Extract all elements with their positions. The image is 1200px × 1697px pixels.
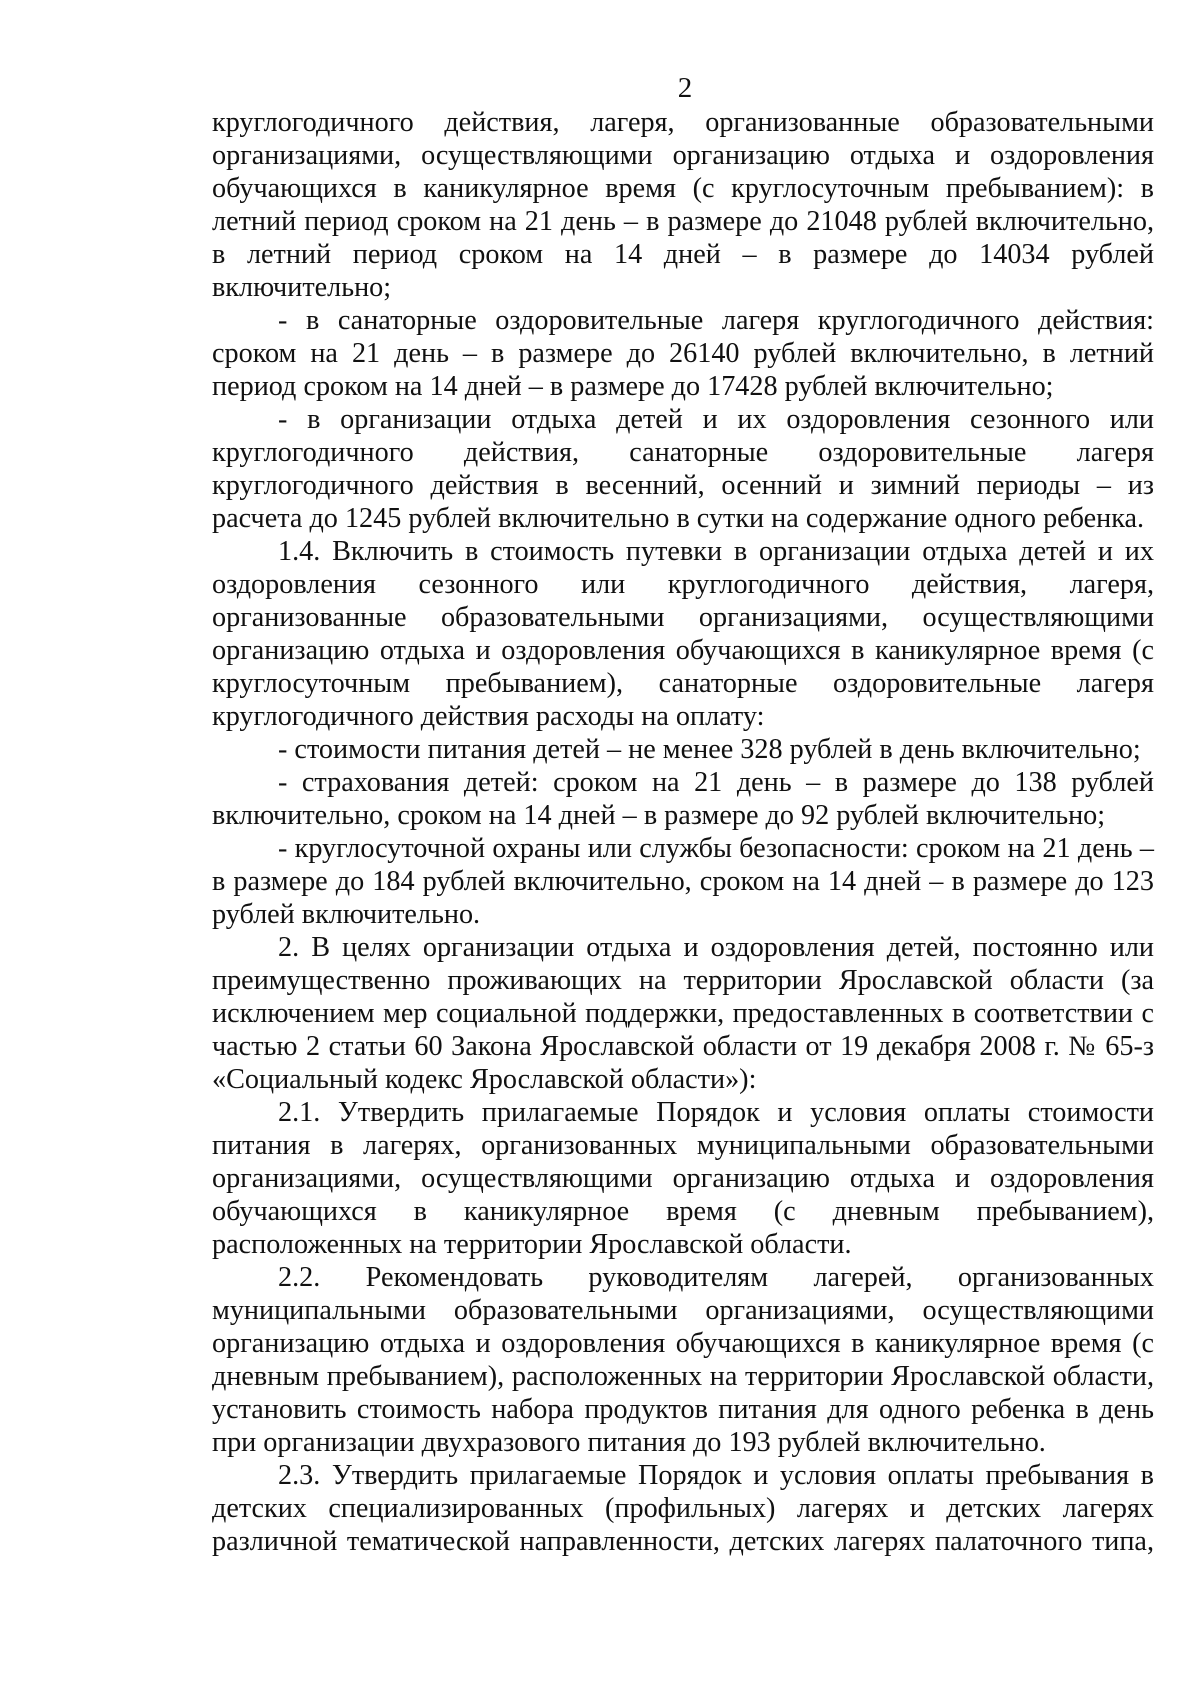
paragraph-2-organization-goals: 2. В целях организации отдыха и оздоровления детей, постоянно или преимущественно проживающих на территории Ярославской области (за исключением мер социальной поддержки, предоставленных в соответствии с частью 2 статьи 60 Закона Ярославской области от 19 декабря 2008 г. № 65-з «Социальный кодекс Ярославской области»):	[212, 932, 1154, 1095]
paragraph-seasonal-daily-rate: - в организации отдыха детей и их оздоровления сезонного или круглогодичного действия, санаторные оздоровительные лагеря круглогодичного действия в весенний, осенний и зимний периоды – из расчета до 1245 рублей включительно в сутки на содержание одного ребенка.	[212, 404, 1154, 534]
paragraph-food-cost: - стоимости питания детей – не менее 328 рублей в день включительно;	[278, 734, 1141, 765]
paragraph-2-2-recommendation: 2.2. Рекомендовать руководителям лагерей, организованных муниципальными образовательными организациями, осуществляющими организацию отдыха и оздоровления обучающихся в каникулярное время (с дневным пребыванием), расположенных на территории Ярославской области, установить стоимость набора продуктов питания для одного ребенка в день при организации двухразового питания до 193 рублей включительно.	[212, 1262, 1154, 1458]
paragraph-2-1-food-payment: 2.1. Утвердить прилагаемые Порядок и условия оплаты стоимости питания в лагерях, организованных муниципальными образовательными организациями, осуществляющими организацию отдыха и оздоровления обучающихся в каникулярное время (с дневным пребыванием), расположенных на территории Ярославской области.	[212, 1097, 1154, 1260]
paragraph-security-cost: - круглосуточной охраны или службы безопасности: сроком на 21 день – в размере до 184 рублей включительно, сроком на 14 дней – в размере до 123 рублей включительно.	[212, 833, 1154, 930]
paragraph-2-3-specialized-camps: 2.3. Утвердить прилагаемые Порядок и условия оплаты пребывания в детских специализированных (профильных) лагерях и детских лагерях различной тематической направленности, детских лагерях палаточного типа,	[212, 1460, 1154, 1557]
document-body	[212, 106, 1154, 1558]
paragraph-1-4-voucher-costs: 1.4. Включить в стоимость путевки в организации отдыха детей и их оздоровления сезонного или круглогодичного действия, лагеря, организованные образовательными организациями, осуществляющими организацию отдыха и оздоровления обучающихся в каникулярное время (с круглосуточным пребыванием), санаторные оздоровительные лагеря круглогодичного действия расходы на оплату:	[212, 536, 1154, 732]
paragraph-insurance-cost: - страхования детей: сроком на 21 день – в размере до 138 рублей включительно, сроком на 14 дней – в размере до 92 рублей включительно;	[212, 767, 1154, 831]
paragraph-camp-limits-summer: круглогодичного действия, лагеря, организованные образовательными организациями, осуществляющими организацию отдыха и оздоровления обучающихся в каникулярное время (с круглосуточным пребыванием): в летний период сроком на 21 день – в размере до 21048 рублей включительно, в летний период сроком на 14 дней – в размере до 14034 рублей включительно;	[212, 107, 1154, 303]
paragraph-sanatorium-camps: - в санаторные оздоровительные лагеря круглогодичного действия: сроком на 21 день – в размере до 26140 рублей включительно, в летний период сроком на 14 дней – в размере до 17428 рублей включительно;	[212, 305, 1154, 402]
page-number: 2	[677, 72, 693, 104]
